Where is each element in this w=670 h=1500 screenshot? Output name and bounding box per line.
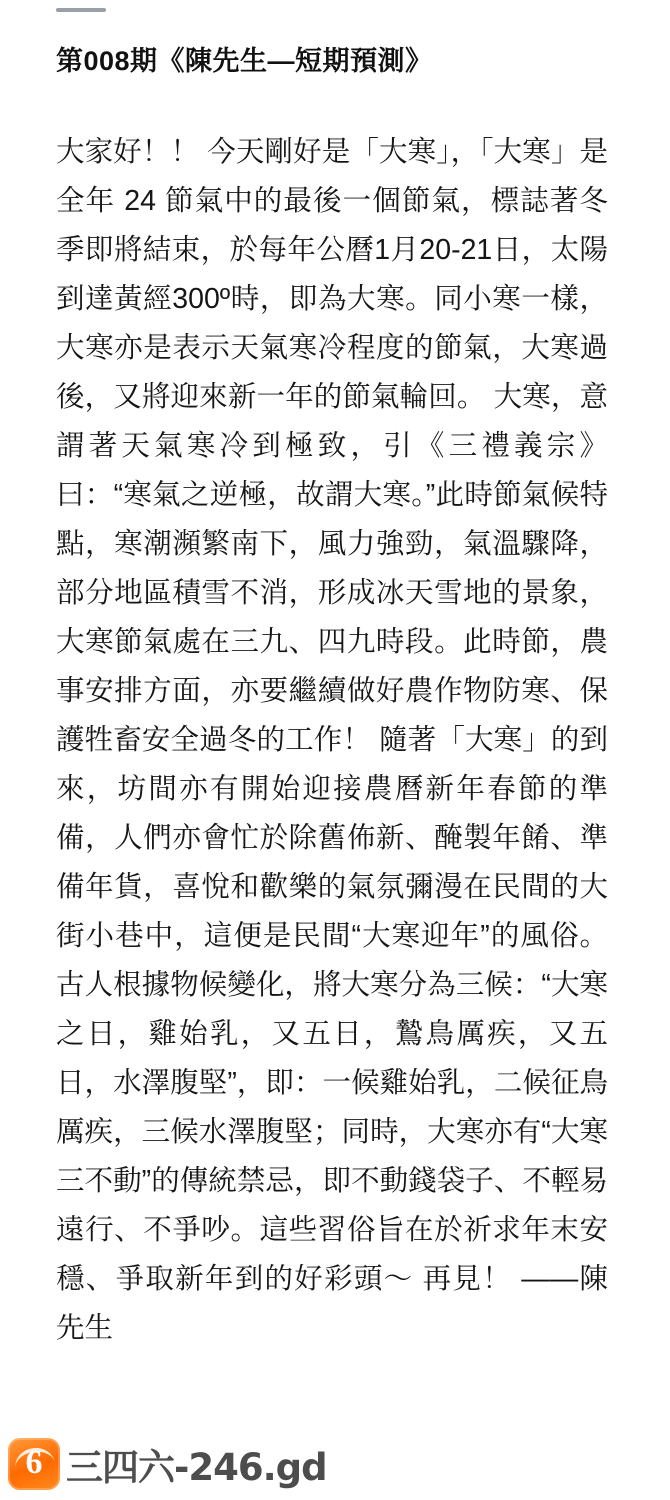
watermark [8,1436,327,1492]
watermark-logo-icon [8,1438,60,1490]
page-title: 第008期《陳先生—短期預測》 [56,46,433,76]
article-body: 大家好！！ 今天剛好是「大寒」，「大寒」是全年 24 節氣中的最後一個節氣，標誌著冬季即將結束，於每年公曆1月20-21日，太陽到達黃經300º時，即為大寒。同小寒一樣，大寒亦是表示天氣寒冷程度的節氣，大寒過後，又將迎來新一年的節氣輪回。 大寒，意謂著天氣寒冷到極致，引《三禮義宗》曰：“寒氣之逆極，故謂大寒。”此時節氣候特點，寒潮瀕繁南下，風力強勁，氣溫驟降，部分地區積雪不消，形成冰天雪地的景象，大寒節氣處在三九、四九時段。此時節，農事安排方面，亦要繼續做好農作物防寒、保護牲畜安全過冬的工作！ 隨著「大寒」的到來，坊間亦有開始迎接農曆新年春節的準備，人們亦會忙於除舊佈新、醃製年餚、準備年貨，喜悅和歡樂的氣氛彌漫在民間的大街小巷中，這便是民間“大寒迎年”的風俗。古人根據物候變化，將大寒分為三候：“大寒之日，雞始乳，又五日，鷙鳥厲疾，又五日，水澤腹堅”，即：一候雞始乳，二候征鳥厲疾，三候水澤腹堅；同時，大寒亦有“大寒三不動”的傳統禁忌，即不動錢袋子、不輕易遠行、不爭吵。這些習俗旨在於祈求年末安穩、爭取新年到的好彩頭～ 再見！ ——陳先生 [56,136,608,1344]
watermark-site-text: 三四六-246.gd [66,1446,327,1489]
top-divider [56,8,106,12]
swoosh-icon [13,1445,55,1468]
